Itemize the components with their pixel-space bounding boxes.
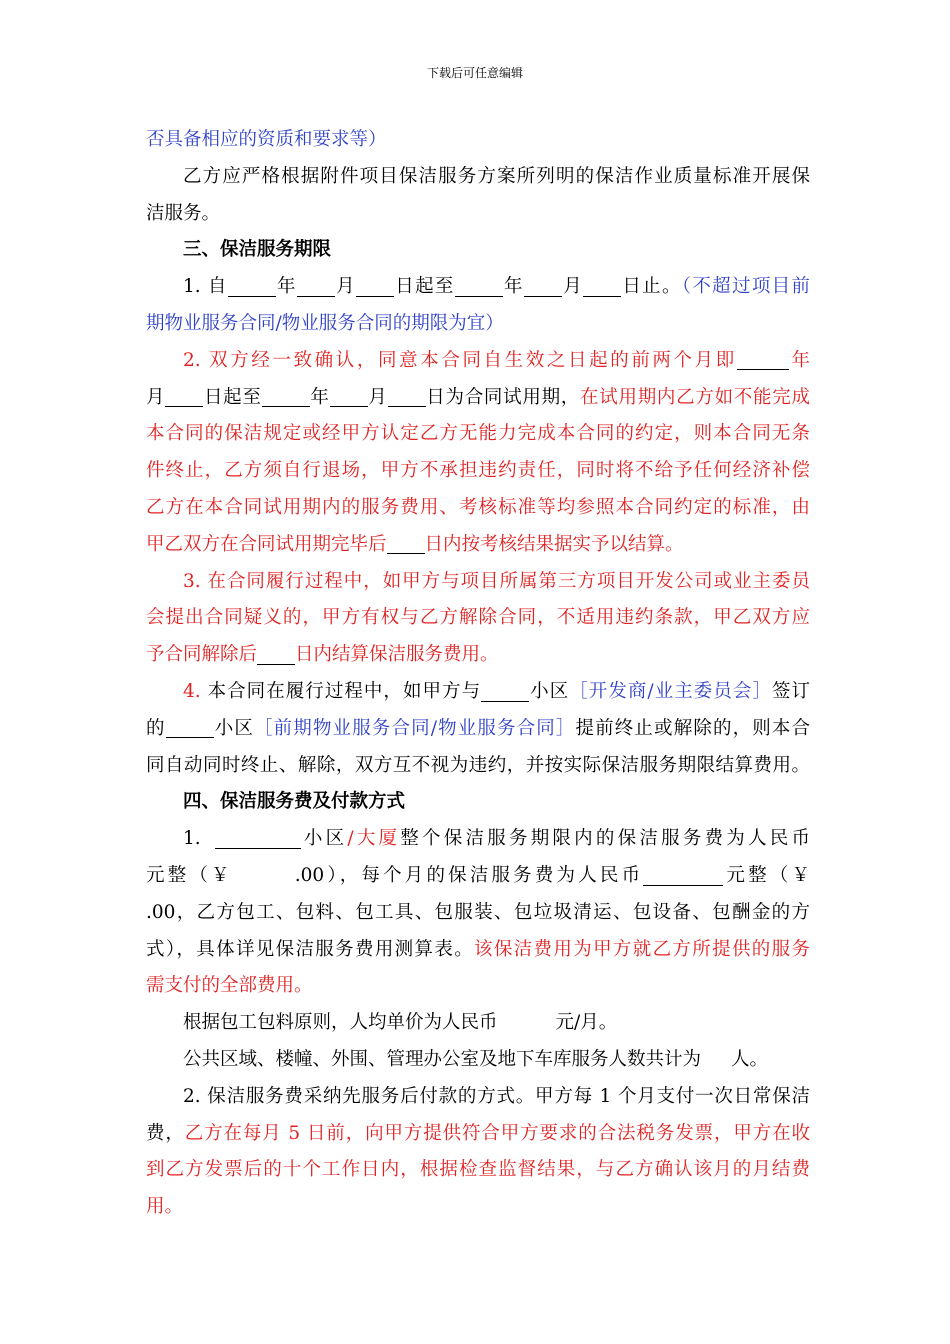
blank-field bbox=[583, 276, 621, 296]
text: 日止。 bbox=[621, 276, 682, 298]
fee-line bbox=[146, 821, 810, 858]
clause-2-line bbox=[146, 380, 810, 417]
staff-count-line bbox=[146, 1042, 810, 1079]
blank-field bbox=[524, 276, 562, 296]
blank-field bbox=[481, 681, 529, 701]
text: 予合同解除后 bbox=[146, 644, 258, 666]
text: 费， bbox=[146, 1122, 185, 1144]
text: 提前终止或解除的，则本合 bbox=[575, 717, 810, 739]
text: 乙方在每月 5 日前，向甲方提供符合甲方要求的合法税务发票，甲方在收 bbox=[184, 1122, 810, 1144]
fee-line bbox=[146, 858, 810, 895]
page-header: 下载后可任意编辑 bbox=[426, 66, 523, 80]
blank-field bbox=[455, 276, 503, 296]
text: 月 bbox=[146, 386, 166, 408]
text: 元整（￥ bbox=[723, 864, 810, 886]
text: 日为合同试用期， bbox=[425, 386, 581, 408]
blank-field bbox=[257, 644, 295, 664]
text: 式），具体详见保洁服务费用测算表。 bbox=[146, 938, 475, 960]
payment-line: 用。 bbox=[146, 1196, 184, 1218]
blank-field bbox=[228, 276, 276, 296]
text: 的 bbox=[146, 717, 166, 739]
text: 小区 bbox=[529, 680, 570, 702]
blank-field bbox=[215, 828, 301, 848]
clause-3-line: 3. 在合同履行过程中，如甲方与项目所属第三方项目开发公司或业主委员 bbox=[183, 570, 810, 592]
text: 小区 bbox=[300, 828, 348, 850]
text: 小区 bbox=[213, 717, 255, 739]
text: 签订 bbox=[771, 680, 810, 702]
text-line: 否具备相应的资质和要求等） bbox=[146, 129, 387, 150]
text: 1. 自 bbox=[183, 276, 228, 298]
text: 在试用期内乙方如不能完成 bbox=[580, 386, 810, 408]
payment-line: 2. 保洁服务费采纳先服务后付款的方式。甲方每 1 个月支付一次日常保洁 bbox=[183, 1085, 810, 1107]
clause-2-line: 乙方在本合同试用期内的服务费用、考核标准等均参照本合同约定的标准，由 bbox=[146, 496, 810, 518]
clause-3-line: 会提出合同疑义的，甲方有权与乙方解除合同，不适用违约条款，甲乙双方应 bbox=[146, 607, 810, 629]
text: 年 bbox=[309, 386, 330, 408]
text: 该保洁费用为甲方就乙方所提供的服务 bbox=[474, 938, 810, 960]
text: 元整（￥ bbox=[146, 864, 233, 886]
clause-2-line bbox=[146, 527, 810, 564]
text: 整个保洁服务期限内的保洁服务费为人民币 bbox=[400, 828, 810, 850]
text: 元/月。 bbox=[555, 1012, 618, 1034]
text: 日内按考核结果据实予以结算。 bbox=[424, 533, 684, 555]
note: （不超过项目前 bbox=[681, 276, 810, 298]
text: 年 bbox=[275, 276, 297, 298]
text: 甲乙双方在合同试用期完毕后 bbox=[146, 533, 387, 555]
section-heading: 四、保洁服务费及付款方式 bbox=[183, 791, 406, 813]
text: 日内结算保洁服务费用。 bbox=[295, 644, 499, 666]
blank-field bbox=[387, 534, 425, 554]
text: 日起至 bbox=[393, 276, 455, 298]
clause-4-line: 同自动同时终止、解除，双方互不视为违约，并按实际保洁服务期限结算费用。 bbox=[146, 754, 810, 776]
clause-number: 4. bbox=[183, 680, 201, 702]
text: 人。 bbox=[731, 1048, 769, 1070]
blank-field bbox=[166, 718, 214, 738]
payment-line: 到乙方发票后的十个工作日内，根据检查监督结果，与乙方确认该月的月结费 bbox=[146, 1159, 810, 1181]
text: 1. bbox=[183, 828, 201, 850]
clause-2-line: 件终止，乙方须自行退场，甲方不承担违约责任，同时将不给予任何经济补偿 bbox=[146, 460, 810, 482]
blank-field bbox=[388, 387, 426, 407]
text: 年 bbox=[788, 349, 810, 371]
blank-field bbox=[643, 865, 723, 885]
clause-2-line bbox=[146, 343, 810, 380]
text: 2. 双方经一致确认，同意本合同自生效之日起的前两个月即 bbox=[183, 349, 737, 371]
document-body bbox=[146, 122, 810, 1226]
text: 月 bbox=[561, 276, 584, 298]
text: 月 bbox=[367, 386, 388, 408]
clause-2-line: 本合同的保洁规定或经甲方认定乙方无能力完成本合同的约定，则本合同无条 bbox=[146, 423, 810, 445]
clause-3-line bbox=[146, 637, 810, 674]
note-line: 期物业服务合同/物业服务合同的期限为宜） bbox=[146, 312, 504, 334]
text: ［开发商/业主委员会］ bbox=[569, 680, 772, 702]
text: /大厦 bbox=[347, 828, 401, 850]
fee-line: 需支付的全部费用。 bbox=[146, 975, 313, 997]
blank-field bbox=[330, 387, 368, 407]
blank-field bbox=[297, 276, 335, 296]
text: 本合同在履行过程中，如甲方与 bbox=[200, 680, 482, 702]
fee-line bbox=[146, 932, 810, 969]
blank-field bbox=[356, 276, 394, 296]
text-line: 乙方应严格根据附件项目保洁服务方案所列明的保洁作业质量标准开展保 bbox=[183, 165, 810, 187]
text: 公共区域、楼幢、外围、管理办公室及地下车库服务人数共计为 bbox=[183, 1048, 702, 1070]
text-line: 洁服务。 bbox=[146, 202, 221, 224]
clause-4-line bbox=[146, 711, 810, 748]
unit-price-line bbox=[146, 1005, 810, 1042]
text: .00），每个月的保洁服务费为人民币 bbox=[294, 864, 644, 886]
blank-field bbox=[165, 387, 203, 407]
blank-field bbox=[737, 350, 789, 370]
text: 月 bbox=[334, 276, 356, 298]
clause-1-line bbox=[146, 269, 810, 306]
clause-4-line bbox=[146, 674, 810, 711]
blank-field bbox=[262, 387, 310, 407]
text: 日起至 bbox=[203, 386, 262, 408]
fee-line: .00，乙方包工、包料、包工具、包服装、包垃圾清运、包设备、包酬金的方 bbox=[146, 901, 810, 923]
text: 年 bbox=[502, 276, 524, 298]
payment-line bbox=[146, 1116, 810, 1153]
text: 根据包工包料原则，人均单价为人民币 bbox=[183, 1012, 498, 1034]
text: ［前期物业服务合同/物业服务合同］ bbox=[254, 717, 576, 739]
section-heading: 三、保洁服务期限 bbox=[183, 239, 332, 261]
